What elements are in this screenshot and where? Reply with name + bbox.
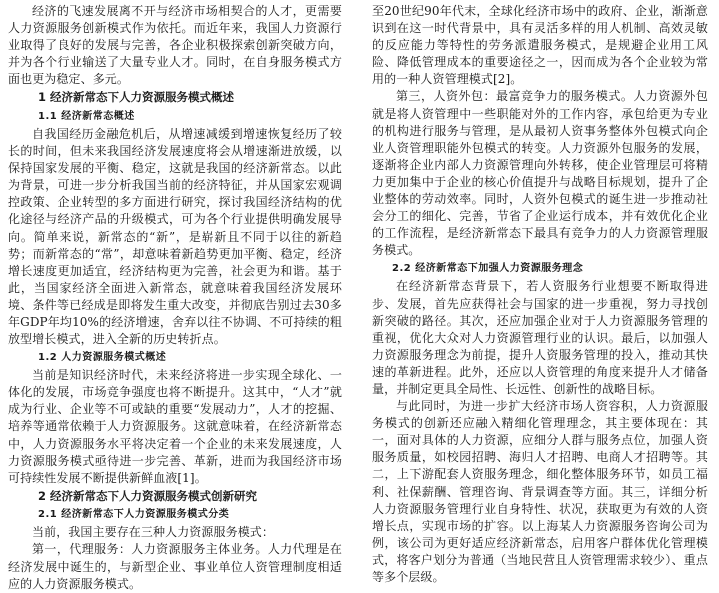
- section-1-heading: 1 经济新常态下人力资源服务模式概述: [38, 90, 235, 105]
- section-2-2-paragraph-2: 与此同时，为进一步扩大经济市场人资容积，人力资源服务模式的创新还应融入精细化管理理念，其主要体现在：其一，面对具体的人力资源，应细分人群与服务点位，加强人资服务质量，如校园招聘、海归人才招聘、电商人才招聘等。其二，上下游配套人资服务理念，细化整体服务环节，如员工福利、社保薪酬、管理咨询、背景调查等方面。其三，详细分析人力资源服务管理行业自身特性、状况，获取更为有效的人资增长点，实现市场的扩容。以上海某人力资源服务咨询公司为例，该公司为更好适应经济新常态，启用客户群体优化管理模式，将客户划分为普通（当地民营且人资管理需求较少）、重点等多个层级。: [372, 399, 708, 584]
- section-2-1-paragraph-first: 第一，代理服务：人力资源服务主体业务。人力代理是在经济发展中诞生的，与新型企业、事业单位人资管理制度相适应的人力资源服务模式。: [8, 542, 342, 591]
- section-1-2-paragraph: 当前是知识经济时代，未来经济将进一步实现全球化、一体化的发展，市场竞争强度也将不断提升。这其中，“人才”就成为行业、企业等不可或缺的重要“发展动力”，人才的挖掘、培养等通常依赖于人力资源服务。这就意味着，在经济新常态中，人力资源服务水平将决定着一个企业的未来发展速度，人力资源服务模式亟待进一步完善、革新，进而为我国经济市场可持续性发展不断提供新鲜血液[1]。: [8, 368, 342, 485]
- section-2-2-heading: 2.2 经济新常态下加强人力资源服务理念: [392, 263, 584, 275]
- outsourcing-paragraph: 第三，人资外包：最富竞争力的服务模式。人力资源外包就是将人资管理中一些职能对外的工作内容，承包给更为专业的机构进行服务与管理，是从最初人资事务整体外包模式向企业人资管理职能外包模式的转变。人力资源外包服务的发展，逐渐将企业内部人力资源管理向外转移，使企业管理层可将精力更加集中于企业的核心价值提升与战略目标规划，提升了企业整体的劳动效率。同时，人资外包模式的诞生进一步推动社会分工的细化、完善，节省了企业运行成本，并有效优化企业的工作流程，是经济新常态下最具有竞争力的人力资源管理服务模式。: [372, 89, 708, 258]
- section-1-1-heading: 1.1 经济新常态概述: [38, 110, 135, 122]
- section-2-2-paragraph-1: 在经济新常态背景下，若人资服务行业想要不断取得进步、发展，首先应获得社会与国家的进一步重视，努力寻找创新突破的路径。其次，还应加强企业对于人力资源服务管理的重视，优化大众对人力资源管理行业的认识。最后，以加强人力资源服务理念为前提，提升人资服务管理的投入，推动其快速的革新进程。此外，还应以人资管理的角度来提升人才储备量，并制定更具全局性、长远性、创新性的战略目标。: [372, 279, 708, 396]
- section-2-1-paragraph-intro: 当前，我国主要存在三种人力资源服务模式：: [32, 525, 275, 540]
- section-1-1-paragraph: 自我国经历金融危机后，从增速减缓到增速恢复经历了较长的时间，但未来我国经济发展速度将会从增速渐进放缓，以保持国家发展的平衡、稳定，这就是我国的经济新常态。以此为背景，可进一步分析我国当前的经济特征，并从国家宏观调控政策、企业转型的多方面进行研究，探讨我国经济结构的优化途径与经济产品的升级模式，可为各个行业提供明确发展导向。简单来说，新常态的“新”，是崭新且不同于以往的新趋势；而新常态的“常”，却意味着新趋势更加平衡、稳定，经济增长速度更加适宜，经济结构更为完善，社会更为和谐。基于此，当国家经济全面进入新常态，就意味着我国经济发展环境、条件等已经成是即将发生重大改变，并彻底告别过去30多年GDP年均10%的经济增速，舍弃以往不协调、不可持续的粗放型增长模式，进入全新的历史转折点。: [8, 126, 342, 347]
- section-2-1-heading: 2.1 经济新常态下人力资源服务模式分类: [38, 509, 230, 521]
- section-1-2-heading: 1.2 人力资源服务模式概述: [38, 352, 167, 364]
- section-2-heading: 2 经济新常态下人力资源服务模式创新研究: [38, 488, 258, 503]
- right-column: [372, 3, 708, 584]
- continued-paragraph: 至20世纪90年代末，全球化经济市场中的政府、企业，渐渐意识到在这一时代背景中，具有灵活多样的用人机制、高效灵敏的反应能力等特性的劳务派遣服务模式，是规避企业用工风险、降低管理成本的重要途径之一，因而成为各个企业较为常用的一种人资管理模式[2]。: [372, 4, 708, 87]
- left-column: [8, 3, 342, 591]
- intro-paragraph: 经济的飞速发展离不开与经济市场相契合的人才，更需要人力资源服务创新模式作为依托。而近年来，我国人力资源行业取得了良好的发展与完善，各企业积极探索创新突破方向，并为各个行业输送了大量专业人才。同时，在自身服务模式方面也更为稳定、多元。: [8, 4, 342, 87]
